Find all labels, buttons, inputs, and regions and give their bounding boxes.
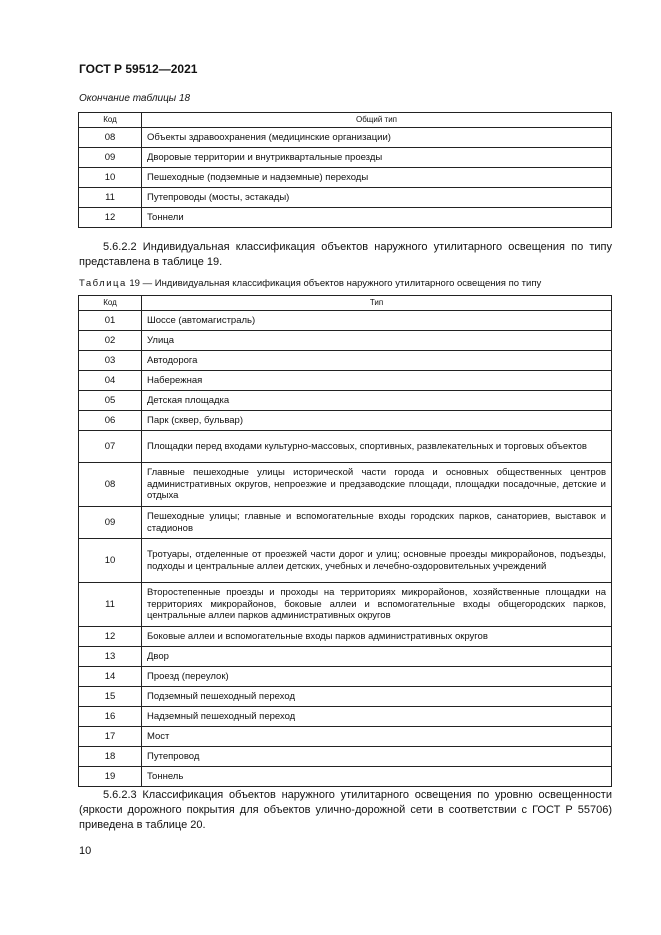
table-18	[78, 112, 612, 228]
cell-code: 10	[79, 539, 142, 583]
cell-type: Мост	[142, 727, 612, 747]
table-19-caption-text: 19 — Индивидуальная классификация объектов наружного утилитарного освещения по типу	[129, 278, 542, 289]
cell-code: 07	[79, 431, 142, 463]
cell-type: Дворовые территории и внутриквартальные проезды	[142, 148, 612, 168]
cell-code: 12	[79, 208, 142, 228]
cell-type: Детская площадка	[142, 391, 612, 411]
cell-code: 08	[79, 128, 142, 148]
table-19-caption-label: Таблица	[79, 278, 127, 289]
table-row	[79, 188, 612, 208]
paragraph-5-6-2-2: 5.6.2.2 Индивидуальная классификация объектов наружного утилитарного освещения по типу представлена в таблице 19.	[79, 241, 612, 268]
document-header: ГОСТ Р 59512—2021	[79, 62, 198, 76]
cell-type: Второстепенные проезды и проходы на территориях микрорайонов, хозяйственные площадки на территориях микрорайонов, боковые аллеи и вспомогательные входы общегородских парков, центральные аллеи парков административных округов	[142, 583, 612, 627]
table-row	[79, 148, 612, 168]
table-row	[79, 431, 612, 463]
cell-code: 18	[79, 747, 142, 767]
table-row	[79, 351, 612, 371]
cell-type: Подземный пешеходный переход	[142, 687, 612, 707]
table-header-row	[79, 296, 612, 311]
table-row	[79, 627, 612, 647]
cell-type: Автодорога	[142, 351, 612, 371]
table-row	[79, 411, 612, 431]
cell-type: Путепровод	[142, 747, 612, 767]
cell-code: 11	[79, 583, 142, 627]
cell-code: 09	[79, 148, 142, 168]
cell-type: Объекты здравоохранения (медицинские организации)	[142, 128, 612, 148]
column-header-code: Код	[79, 296, 142, 311]
cell-code: 16	[79, 707, 142, 727]
table-row	[79, 208, 612, 228]
table-18-caption: Окончание таблицы 18	[79, 93, 191, 104]
cell-type: Набережная	[142, 371, 612, 391]
cell-type: Шоссе (автомагистраль)	[142, 311, 612, 331]
cell-code: 19	[79, 767, 142, 787]
cell-type: Главные пешеходные улицы исторической части города и основных общественных центров административных округов, непроезжие и предзаводские площади, площадки посадочные, детские и отдыха	[142, 463, 612, 507]
cell-type: Тротуары, отделенные от проезжей части дорог и улиц; основные проезды микрорайонов, подъезды, подходы и центральные аллеи детских, учебных и лечебно-оздоровительных учреждений	[142, 539, 612, 583]
cell-code: 11	[79, 188, 142, 208]
cell-type: Пешеходные улицы; главные и вспомогательные входы городских парков, санаториев, выставок и стадионов	[142, 507, 612, 539]
table-row	[79, 391, 612, 411]
table-row	[79, 747, 612, 767]
cell-code: 13	[79, 647, 142, 667]
cell-code: 15	[79, 687, 142, 707]
cell-code: 04	[79, 371, 142, 391]
column-header-code: Код	[79, 113, 142, 128]
cell-code: 03	[79, 351, 142, 371]
table-row	[79, 463, 612, 507]
paragraph-5-6-2-3: 5.6.2.3 Классификация объектов наружного утилитарного освещения по уровню освещенности (яркости дорожного покрытия для объектов улично-дорожной сети в соответствии с ГОСТ Р 55706) приведена в таблице 20.	[79, 789, 612, 831]
cell-code: 10	[79, 168, 142, 188]
cell-code: 12	[79, 627, 142, 647]
table-row	[79, 767, 612, 787]
table-row	[79, 371, 612, 391]
table-row	[79, 727, 612, 747]
cell-type: Улица	[142, 331, 612, 351]
page-number: 10	[79, 845, 92, 857]
cell-type: Парк (сквер, бульвар)	[142, 411, 612, 431]
cell-type: Путепроводы (мосты, эстакады)	[142, 188, 612, 208]
table-row	[79, 667, 612, 687]
cell-type: Площадки перед входами культурно-массовых, спортивных, развлекательных и торговых объектов	[142, 431, 612, 463]
table-header-row	[79, 113, 612, 128]
cell-code: 09	[79, 507, 142, 539]
table-row	[79, 583, 612, 627]
table-row	[79, 331, 612, 351]
cell-code: 06	[79, 411, 142, 431]
cell-code: 01	[79, 311, 142, 331]
cell-code: 17	[79, 727, 142, 747]
table-row	[79, 507, 612, 539]
table-row	[79, 168, 612, 188]
column-header-type: Общий тип	[142, 113, 612, 128]
cell-code: 08	[79, 463, 142, 507]
cell-type: Тоннели	[142, 208, 612, 228]
cell-type: Пешеходные (подземные и надземные) переходы	[142, 168, 612, 188]
cell-type: Двор	[142, 647, 612, 667]
table-row	[79, 707, 612, 727]
table-row	[79, 128, 612, 148]
cell-type: Проезд (переулок)	[142, 667, 612, 687]
table-row	[79, 311, 612, 331]
column-header-type: Тип	[142, 296, 612, 311]
table-19-caption	[79, 278, 541, 289]
cell-type: Тоннель	[142, 767, 612, 787]
cell-code: 14	[79, 667, 142, 687]
cell-code: 02	[79, 331, 142, 351]
table-19	[78, 295, 612, 787]
table-row	[79, 647, 612, 667]
cell-type: Надземный пешеходный переход	[142, 707, 612, 727]
cell-code: 05	[79, 391, 142, 411]
table-row	[79, 539, 612, 583]
cell-type: Боковые аллеи и вспомогательные входы парков административных округов	[142, 627, 612, 647]
table-row	[79, 687, 612, 707]
